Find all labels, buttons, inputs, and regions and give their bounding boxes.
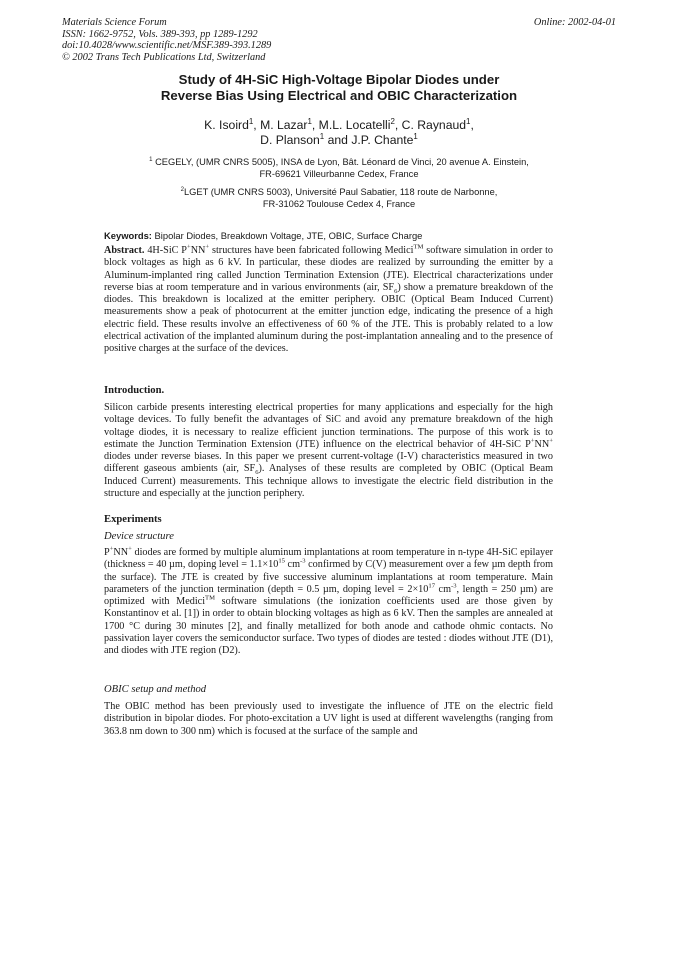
experiments-heading: Experiments [104,514,162,525]
journal-issn: ISSN: 1662-9752, Vols. 389-393, pp 1289-1292 [62,28,258,40]
title-line-1: Study of 4H-SiC High-Voltage Bipolar Diodes under [178,72,500,87]
obic-setup-heading: OBIC setup and method [104,684,207,695]
author-name: J.P. Chante [351,133,414,147]
author-name: M. Lazar [260,118,308,132]
paper-title [0,72,678,104]
abstract-paragraph: Abstract. 4H-SiC P+NN+ structures have been fabricated following Medici™ software simulation in order to block voltages as high as 6 kV. In particular, these diodes are realized by surrounding the emitter by a Aluminum-implanted ring called Junction Termination Extension (JTE). Electrical characterizations under reverse bias at room temperature and in various environments (air, $SF_6$) show a premature breakdown of the diodes. This breakdown is localized at the emitter periphery. OBIC (Optical Beam Induced Current) measurements show a peak of photocurrent at the emitter junction edge, indicating the presence of a high electric field. These results involve an effectiveness of 60 % of the JTE. This is probably related to a low electrical activation of the implanted aluminum during the post-implantation annealing and to the presence of positive charges at the surface of the devices. [104,243,553,355]
keywords-label: Keywords: [104,230,152,241]
online-date: Online: 2002-04-01 [533,17,616,28]
title-line-2: Reverse Bias Using Electrical and OBIC Characterization [160,88,518,103]
author-name: D. Planson [260,133,320,147]
author-name: M.L. Locatelli [318,118,391,132]
introduction-heading: Introduction. [104,385,165,396]
author-name: C. Raynaud [401,118,467,132]
affiliation-2: $^2$LGET (UMR CNRS 5003), Université Paul Sabatier, 118 route de Narbonne, FR-31062 Toulouse Cedex 4, France [180,186,498,209]
affiliation-1: $^1$ CEGELY, (UMR CNRS 5005), INSA de Lyon, Bât. Léonard de Vinci, 20 avenue A. Einstein, FR-69621 Villeurbanne Cedex, France [149,156,529,179]
obic-setup-paragraph: The OBIC method has been previously used to investigate the influence of JTE on the electric field distribution in bipolar diodes. For photo-excitation a UV light is used at different wavelengths (ranging from 363.8 nm down to 300 nm) which is focused at the surface of the sample and [104,701,553,737]
journal-header [62,17,271,63]
journal-doi: doi:10.4028/www.scientific.net/MSF.389-393.1289 [62,40,272,51]
journal-name: Materials Science Forum [62,17,167,28]
authors-line-2: D. Planson$^1$ and J.P. Chante$^1$ [260,131,418,147]
abstract-label: Abstract. [104,245,145,256]
keywords [104,230,554,241]
journal-copyright: © 2002 Trans Tech Publications Ltd, Switzerland [62,51,266,63]
author-name: K. Isoird [204,118,249,132]
authors-line-1: K. Isoird$^1$, M. Lazar$^1$, M.L. Locatelli$^2$, C. Raynaud$^1$, [204,116,474,132]
introduction-paragraph: Silicon carbide presents interesting electrical properties for many applications and especially for the high voltage devices. To fully benefit the advantages of SiC and avoid any premature breakdown of the high voltage diodes, it is necessary to realize efficient junction terminations. The purpose of this work is to estimate the Junction Termination Extension (JTE) influence on the electrical behavior of 4H-SiC P+NN+ diodes under reverse biases. In this paper we present current-voltage (I-V) characteristics measured in two different gaseous ambients (air, $SF_6$). Analyses of these results are completed by OBIC (Optical Beam Induced Current) measurements. This technique allows to investigate the electric field distribution in the structure and especially at the junction periphery. [104,402,554,500]
device-structure-heading: Device structure [104,531,174,542]
device-structure-paragraph: P+NN+ diodes are formed by multiple aluminum implantations at room temperature in n-type 4H-SiC epilayer (thickness = 40 µm, doping level = $1.1\times 10^{15}$ $cm^{-3}$ confirmed by C(V) measurement over a few µm depth from the surface). The JTE is created by five successive aluminum implantations at room temperature. Main parameters of the junction termination (depth = 0.5 µm, doping level = $2\times 10^{17}$ $cm^{-3}$, length = 250 µm) are optimized with Medici™ software simulations (the ionization coefficients used are those given by Konstantinov et al. [1]) in order to obtain blocking voltages as high as 6 kV. Then the samples are annealed at 1700 °C during 30 minutes [2], and finally metallized for both anode and cathode ohmic contacts. No passivation layer covers the semiconductor surface. Two types of diodes are tested : diodes without JTE (D1), and diodes with JTE region (D2). [104,545,554,657]
author-list [0,118,678,148]
keywords-text: Bipolar Diodes, Breakdown Voltage, JTE, OBIC, Surface Charge [154,230,423,241]
